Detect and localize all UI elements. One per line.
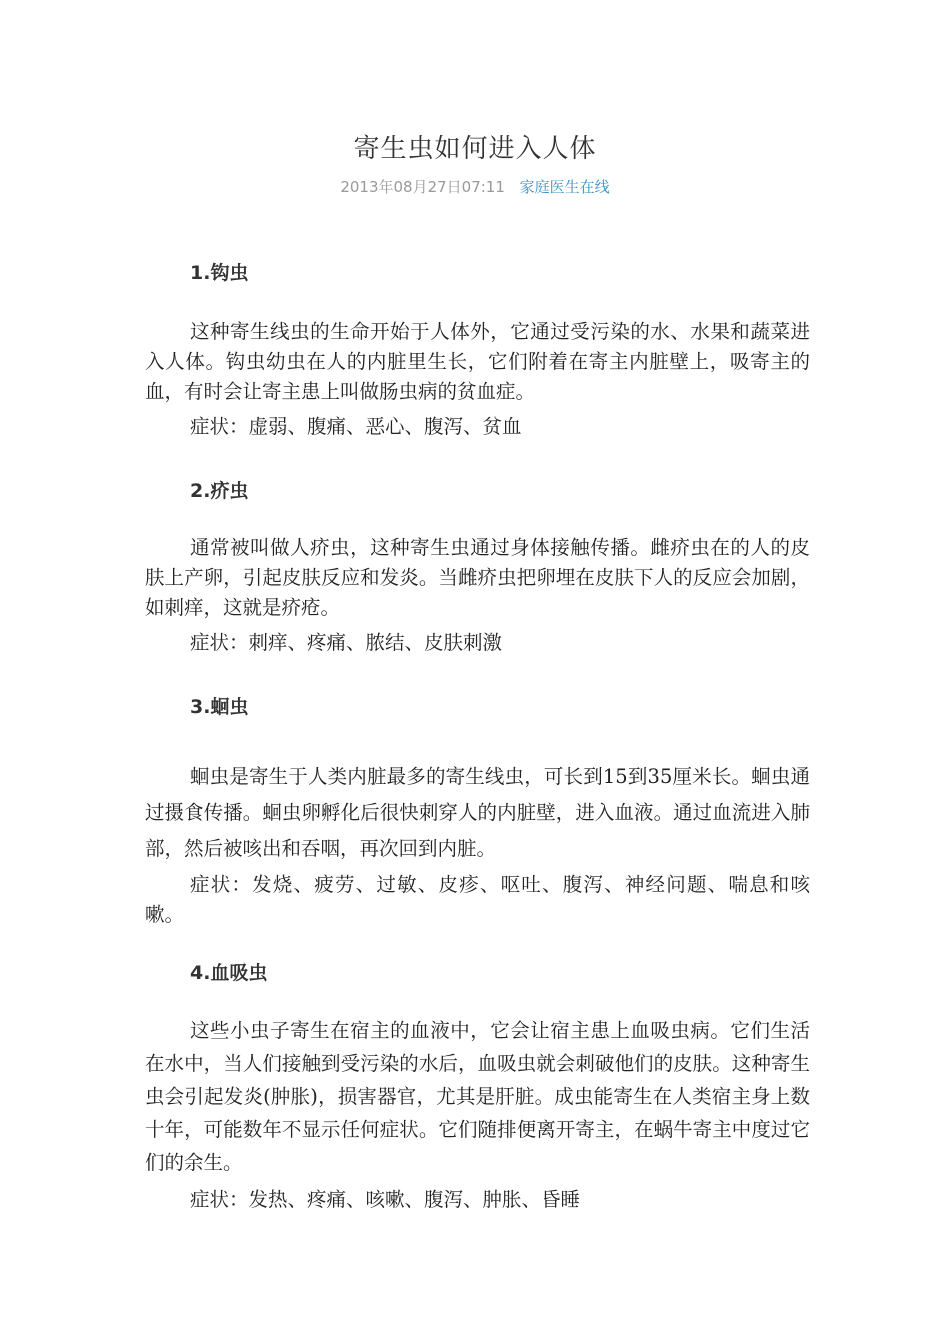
section-body-1: 这种寄生线虫的生命开始于人体外，它通过受污染的水、水果和蔬菜进入人体。钩虫幼虫在人的内脏里生长，它们附着在寄主内脏壁上，吸寄主的血，有时会让寄主患上叫做肠虫病的贫血症。: [145, 320, 810, 403]
section-symptoms-2: 症状：刺痒、疼痛、脓结、皮肤刺激: [190, 631, 503, 654]
section-body-4: 这些小虫子寄生在宿主的血液中，它会让宿主患上血吸虫病。它们生活在水中，当人们接触到受污染的水后，血吸虫就会刺破他们的皮肤。这种寄生虫会引起发炎(肿胀)，损害器官，尤其是肝脏。成虫能寄生在人类宿主身上数十年，可能数年不显示任何症状。它们随排便离开寄主，在蜗牛寄主中度过它们的余生。: [145, 1019, 810, 1174]
section-body-3: 蛔虫是寄生于人类内脏最多的寄生线虫，可长到15到35厘米长。蛔虫通过摄食传播。蛔虫卵孵化后很快刺穿人的内脏壁，进入血液。通过血流进入肺部，然后被咳出和吞咽，再次回到内脏。: [145, 765, 810, 860]
section-symptoms-3: 症状：发烧、疲劳、过敏、皮疹、呕吐、腹泻、神经问题、喘息和咳嗽。: [145, 873, 810, 926]
publish-date: 2013年08月27日07:11: [340, 178, 505, 196]
section-heading-2: 2.疥虫: [190, 480, 249, 502]
section-symptoms-4: 症状：发热、疼痛、咳嗽、腹泻、肿胀、昏睡: [190, 1188, 581, 1211]
section-heading-3: 3.蛔虫: [190, 696, 249, 718]
section-body-2: 通常被叫做人疥虫，这种寄生虫通过身体接触传播。雌疥虫在的人的皮肤上产卵，引起皮肤反应和发炎。当雌疥虫把卵埋在皮肤下人的反应会加剧，如刺痒，这就是疥疮。: [145, 536, 810, 619]
section-heading-1: 1.钩虫: [190, 262, 249, 284]
article-title: 寄生虫如何进入人体: [353, 134, 597, 164]
article-meta: [0, 176, 950, 197]
section-symptoms-1: 症状：虚弱、腹痛、恶心、腹泻、贫血: [190, 415, 522, 438]
source-link[interactable]: 家庭医生在线: [519, 178, 610, 196]
section-heading-4: 4.血吸虫: [190, 962, 268, 984]
